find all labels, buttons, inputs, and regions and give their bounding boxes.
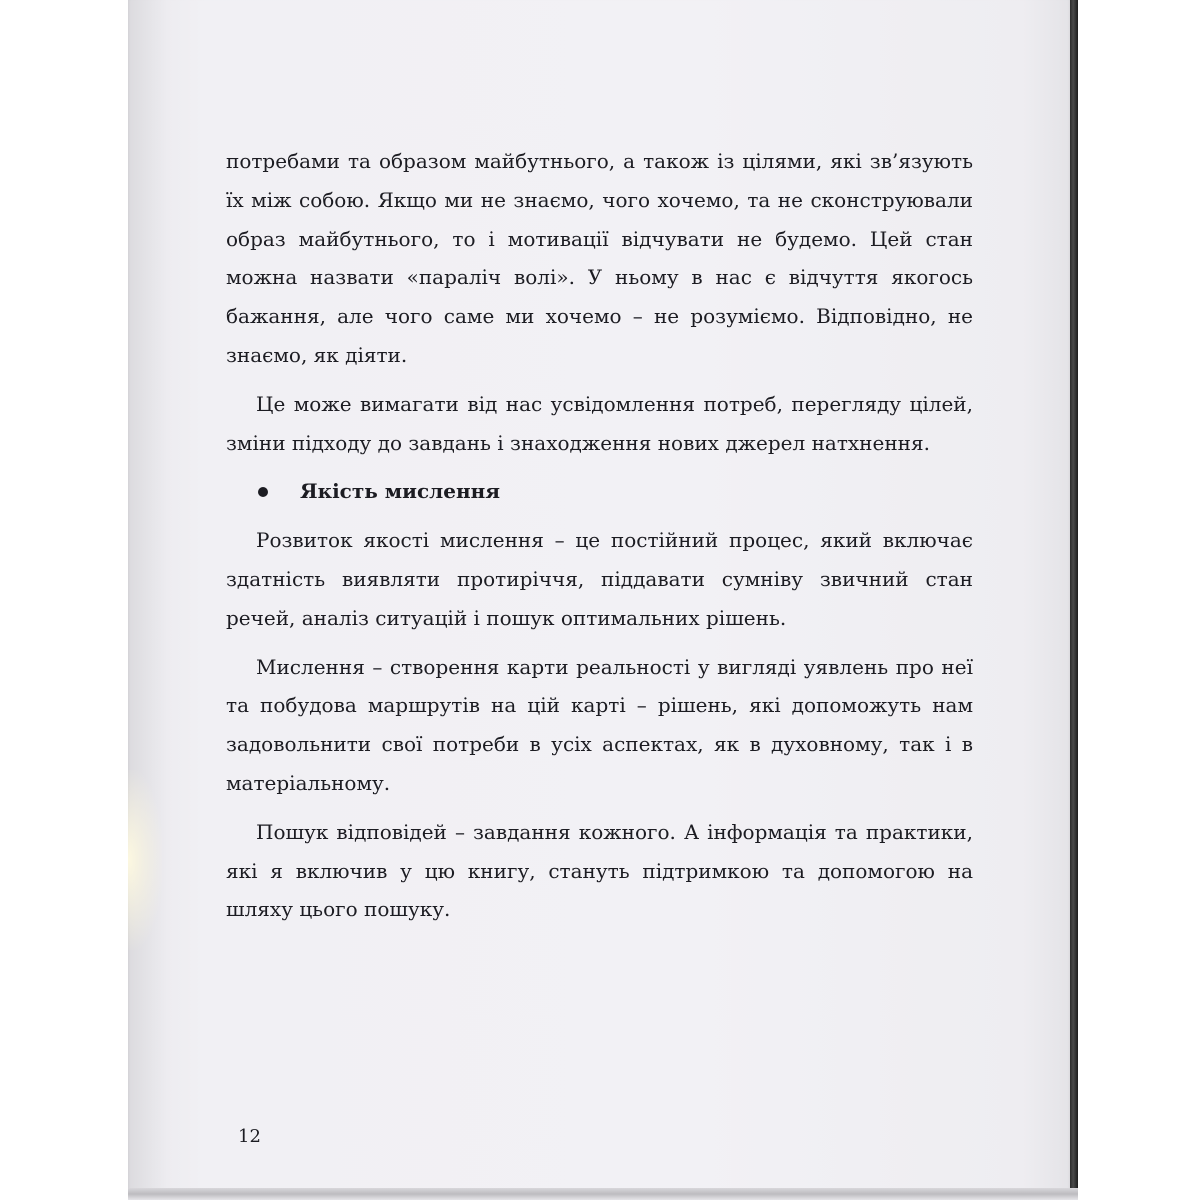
paragraph: Пошук відповідей – завдання кожного. А інформація та практики, які я включив у цю книгу, стануть підтримкою та допомогою на шляху цього пошуку. [226,819,973,922]
bullet-icon [258,487,268,497]
page-edge [1070,0,1078,1200]
page-bottom-edge [128,1188,1078,1200]
paragraph: Мислення – створення карти реальності у вигляді уявлень про неї та побудова маршрутів на цій карті – рішень, які допоможуть нам задовольнити свої потреби в усіх аспектах, як в духовному, так і в матеріальному. [226,654,973,795]
bullet-heading [226,472,973,511]
body-text [226,142,973,929]
spine-shadow [128,0,168,1193]
page-number: 12 [238,1126,261,1147]
paragraph: Це може вимагати від нас усвідомлення потреб, перегляду цілей, зміни підходу до завдань і знаходження нових джерел натхнення. [226,391,973,455]
paragraph: Розвиток якості мислення – це постійний процес, який включає здатність виявляти протиріччя, піддавати сумніву звичний стан речей, аналіз ситуацій і пошук оптимальних рішень. [226,528,973,630]
paragraph: потребами та образом майбутнього, а також із цілями, які зв’язують їх між собою. Якщо ми не знаємо, чого хочемо, та не сконструювали образ майбутнього, то і мотивації відчувати не будемо. Цей стан можна назвати «параліч волі». У ньому в нас є відчуття якогось бажання, але чого саме ми хочемо – не розуміємо. Відповідно, не знаємо, як діяти. [226,149,973,367]
heading-text: Якість мислення [300,479,501,504]
light-glare [128,770,162,950]
